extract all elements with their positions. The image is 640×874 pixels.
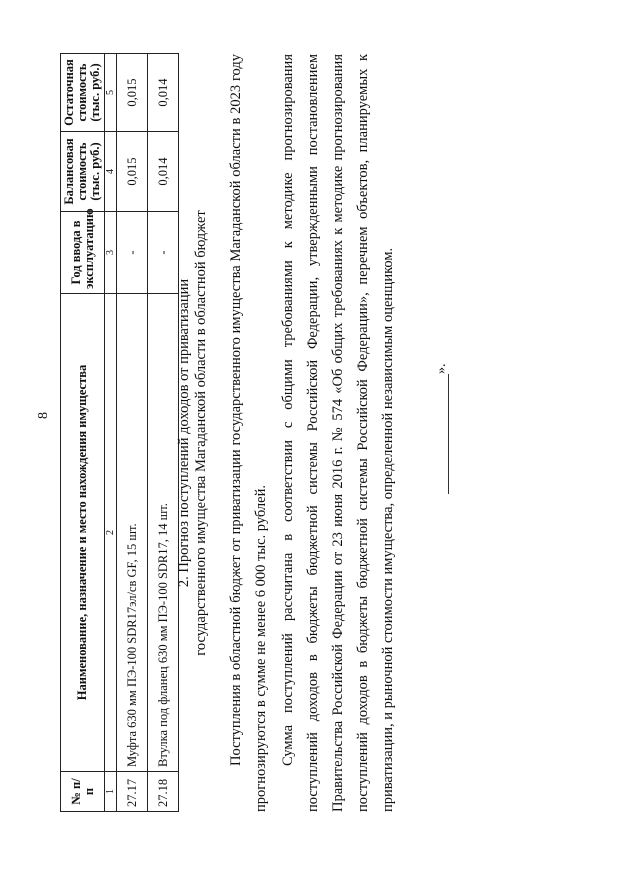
paragraph-calculation-text: Сумма поступлений рассчитана в соответствии с общими требованиями к методике прогнозирования поступлений доходов в бюджеты бюджетной системы Российской Федерации, утвержденными постановлением Правительства Российской Федерации от 23 июня 2016 г. № 574 «Об общих требованиях к методике прогнозирования поступлений доходов в бюджеты бюджетной системы Российской Федерации», перечнем объектов, планируемых к приватизации, и рыночной стоимости имущества, определенной независимым оценщиком.	[280, 54, 396, 812]
row-num: 27.18	[148, 772, 179, 812]
header-name: Наименование, назначение и место нахождения имущества	[61, 294, 105, 772]
table-row	[148, 54, 179, 812]
row-residual: 0,014	[148, 54, 179, 132]
section-heading-line2: государственного имущества Магаданской области в областной бюджет	[193, 210, 209, 656]
table-row	[117, 54, 148, 812]
paragraph-revenue-forecast	[224, 54, 274, 812]
row-name: Муфта 630 мм ПЭ-100 SDR17эл/св GF, 15 шт.	[117, 294, 148, 772]
header-residual: Остаточная стоимость (тыс. руб.)	[61, 54, 105, 132]
page-number: 8	[36, 412, 51, 419]
index-cell: 3	[105, 212, 117, 294]
paragraph-calculation-basis	[276, 54, 401, 812]
index-cell: 2	[105, 294, 117, 772]
index-cell: 4	[105, 132, 117, 212]
section-heading	[176, 54, 210, 812]
table-header-row	[61, 54, 105, 812]
row-residual: 0,015	[117, 54, 148, 132]
paragraph-revenue-text: Поступления в областной бюджет от приватизации государственного имущества Магаданской области в 2023 году прогнозируются в сумме не менее 6 000 тыс. рублей.	[228, 54, 269, 812]
index-cell: 5	[105, 54, 117, 132]
index-cell: 1	[105, 772, 117, 812]
row-balance: 0,015	[117, 132, 148, 212]
section-heading-line1: 2. Прогноз поступлений доходов от приватизации	[176, 278, 192, 588]
header-num: № п/п	[61, 772, 105, 812]
closing-quote-mark: ».	[434, 363, 449, 374]
row-name: Втулка под фланец 630 мм ПЭ-100 SDR17, 14 шт.	[148, 294, 179, 772]
header-year: Год ввода в эксплуатацию	[61, 212, 105, 294]
row-balance: 0,014	[148, 132, 179, 212]
row-num: 27.17	[117, 772, 148, 812]
assets-table	[60, 53, 179, 812]
row-year: -	[117, 212, 148, 294]
table-index-row	[105, 54, 117, 812]
closing-rule	[448, 374, 449, 494]
row-year: -	[148, 212, 179, 294]
header-balance: Балансовая стоимость (тыс. руб.)	[61, 132, 105, 212]
